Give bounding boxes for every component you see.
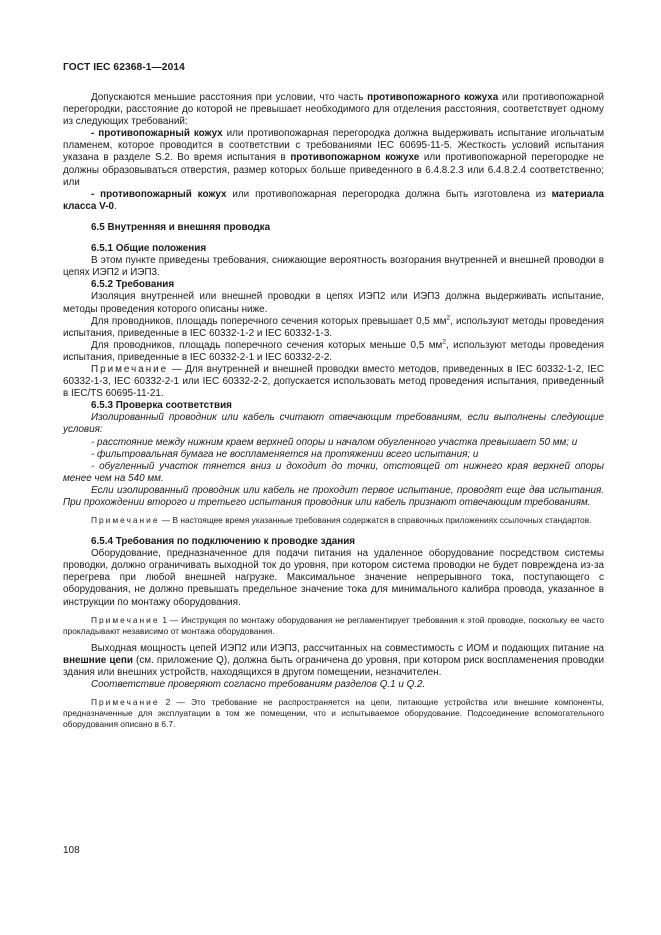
paragraph: Соответствие проверяют согласно требованиям разделов Q.1 и Q.2. bbox=[91, 678, 426, 690]
text-run: Выходная мощность цепей ИЭП2 или ИЭП3, рассчитанных на совместимость с ИОМ и подающих питание на bbox=[91, 642, 604, 654]
superscript: 2 bbox=[446, 314, 451, 322]
superscript: 2 bbox=[442, 338, 446, 346]
term-fire-enclosure: противопожарном кожухе bbox=[290, 152, 420, 164]
text-run: Для проводников, площадь поперечного сечения которых превышает 0,5 мм bbox=[91, 315, 447, 327]
document-header: ГОСТ IEC 62368-1—2014 bbox=[63, 62, 185, 73]
text-run: или противопожарная перегородка должна выдерживать испытание игольчатым пламенем, которое проводится в соответствии с требованиями IEC 60695-11-5. Жесткость условий испытания указана в разделе S.2. Во время испытания в bbox=[63, 128, 604, 164]
note-label: Примечание bbox=[91, 614, 160, 625]
page-number: 108 bbox=[63, 845, 80, 856]
text-run: или противопожарная перегородка должна быть изготовлена из bbox=[226, 188, 552, 200]
text-run: . bbox=[114, 200, 117, 212]
note-label: Примечание bbox=[91, 363, 169, 375]
term-fire-enclosure: - противопожарный кожух bbox=[91, 188, 227, 200]
subsection-heading-6-5-4: 6.5.4 Требования по подключению к проводке здания bbox=[91, 536, 356, 548]
list-item: - расстояние между нижним краем верхней опоры и началом обугленного участка превышает 50 мм; и bbox=[91, 436, 578, 448]
text-run: , используют методы проведения испытания, приведенные в IEC 60332-2-1 и IEC 60332-2-2. bbox=[63, 339, 604, 363]
term-external-circuits: внешние цепи bbox=[63, 654, 133, 666]
subsection-heading-6-5-3: 6.5.3 Проверка соответствия bbox=[91, 400, 232, 412]
paragraph: Изолированный проводник или кабель считают отвечающим требованиям, если выполнены следующие условия: bbox=[63, 412, 604, 436]
paragraph: Оборудование, предназначенное для подачи питания на удаленное оборудование посредством системы проводки, должно ограничивать выходной ток до уровня, при котором система проводки не будет повреждена из-за перегрева при любой внешней нагрузке. Максимальное значение непрерывного тока, поступающего с оборудования, не должно превышать предельное значение тока для минимального калибра провода, указанное в инструкции по монтажу оборудования. bbox=[63, 548, 604, 608]
note-label: Примечание bbox=[91, 697, 160, 708]
note-text: 2 — Это требование не распространяется на цепи, питающие устройства или внешние компоненты, предназначенные для эксплуатации в том же помещении, что и испытываемое оборудование. Подсоединение вспомогательного оборудования описано в 6.7. bbox=[63, 697, 604, 730]
term-material-class: материала класса V-0 bbox=[63, 188, 604, 212]
requirement-needle-flame bbox=[63, 128, 604, 188]
note bbox=[63, 515, 604, 526]
term-fire-enclosure: - противопожарный кожух bbox=[91, 128, 223, 140]
term-fire-enclosure: противопожарного кожуха bbox=[367, 92, 499, 103]
document-body bbox=[63, 92, 604, 730]
list-item: - обугленный участок тянется вниз и доходит до точки, отстоящей от нижнего края верхней опоры менее чем на 540 мм. bbox=[63, 460, 604, 484]
note-text: — Для внутренней и внешней проводки вместо методов, приведенных в IEC 60332-1-2, IEC 60332-1-3, IEC 60332-2-1 или IEC 60332-2-2, допускается использовать метод проведения испытания, приведенный в IEC/TS 60695-11-21. bbox=[63, 363, 604, 400]
paragraph: В этом пункте приведены требования, снижающие вероятность возгорания внутренней и внешней проводки в цепях ИЭП2 и ИЭП3. bbox=[63, 255, 604, 279]
note bbox=[63, 615, 604, 637]
note-label: Примечание bbox=[91, 515, 160, 526]
paragraph: Изоляция внутренней или внешней проводки в цепях ИЭП2 или ИЭП3 должна выдерживать испытание, методы проведения которого описаны ниже. bbox=[63, 291, 604, 315]
text-run: , используют методы проведения испытания, приведенные в IEC 60332-1-2 и IEC 60332-1-3. bbox=[63, 315, 604, 339]
paragraph bbox=[63, 643, 604, 679]
text-run: (см. приложение Q), должна быть ограничена до уровня, при котором риск воспламенения проводки здания или внешних устройств, находящихся в другом помещении, незначителен. bbox=[63, 654, 604, 678]
paragraph bbox=[63, 340, 604, 364]
subsection-heading-6-5-1: 6.5.1 Общие положения bbox=[91, 243, 207, 255]
paragraph: Если изолированный проводник или кабель не проходит первое испытание, проводят еще два испытания. При прохождении второго и третьего испытания проводник или кабель признают отвечающим требованиям. bbox=[63, 484, 604, 508]
note-text: 1 — Инструкция по монтажу оборудования не регламентирует требования к этой проводке, поскольку ее часто прокладывают независимо от монтажа оборудования. bbox=[63, 614, 604, 636]
section-heading-6-5: 6.5 Внутренняя и внешняя проводка bbox=[91, 221, 271, 233]
note-text: — В настоящее время указанные требования содержатся в справочных приложениях ссылочных стандартов. bbox=[159, 515, 592, 526]
paragraph bbox=[63, 316, 604, 340]
note bbox=[63, 697, 604, 730]
text-run: Для проводников, площадь поперечного сечения которых меньше 0,5 мм bbox=[91, 339, 443, 351]
paragraph-smaller-distances bbox=[63, 92, 604, 128]
list-item: - фильтровальная бумага не воспламеняется на протяжении всего испытания; и bbox=[91, 448, 479, 460]
text-run: Допускаются меньшие расстояния при условии, что часть bbox=[91, 92, 368, 103]
text-run: или противопожарной перегородке не должны образовываться отверстия, размер которых больше приведенного в 6.4.8.2.3 или 6.4.8.2.4 соответственно; или bbox=[63, 152, 604, 188]
text-run: или противопожарной перегородки, расстояние до которой не превышает необходимого для отделения расстояния, соответствует одному из следующих требований: bbox=[63, 92, 605, 128]
requirement-material-v0 bbox=[63, 189, 604, 213]
subsection-heading-6-5-2: 6.5.2 Требования bbox=[91, 279, 175, 291]
note bbox=[63, 364, 604, 400]
